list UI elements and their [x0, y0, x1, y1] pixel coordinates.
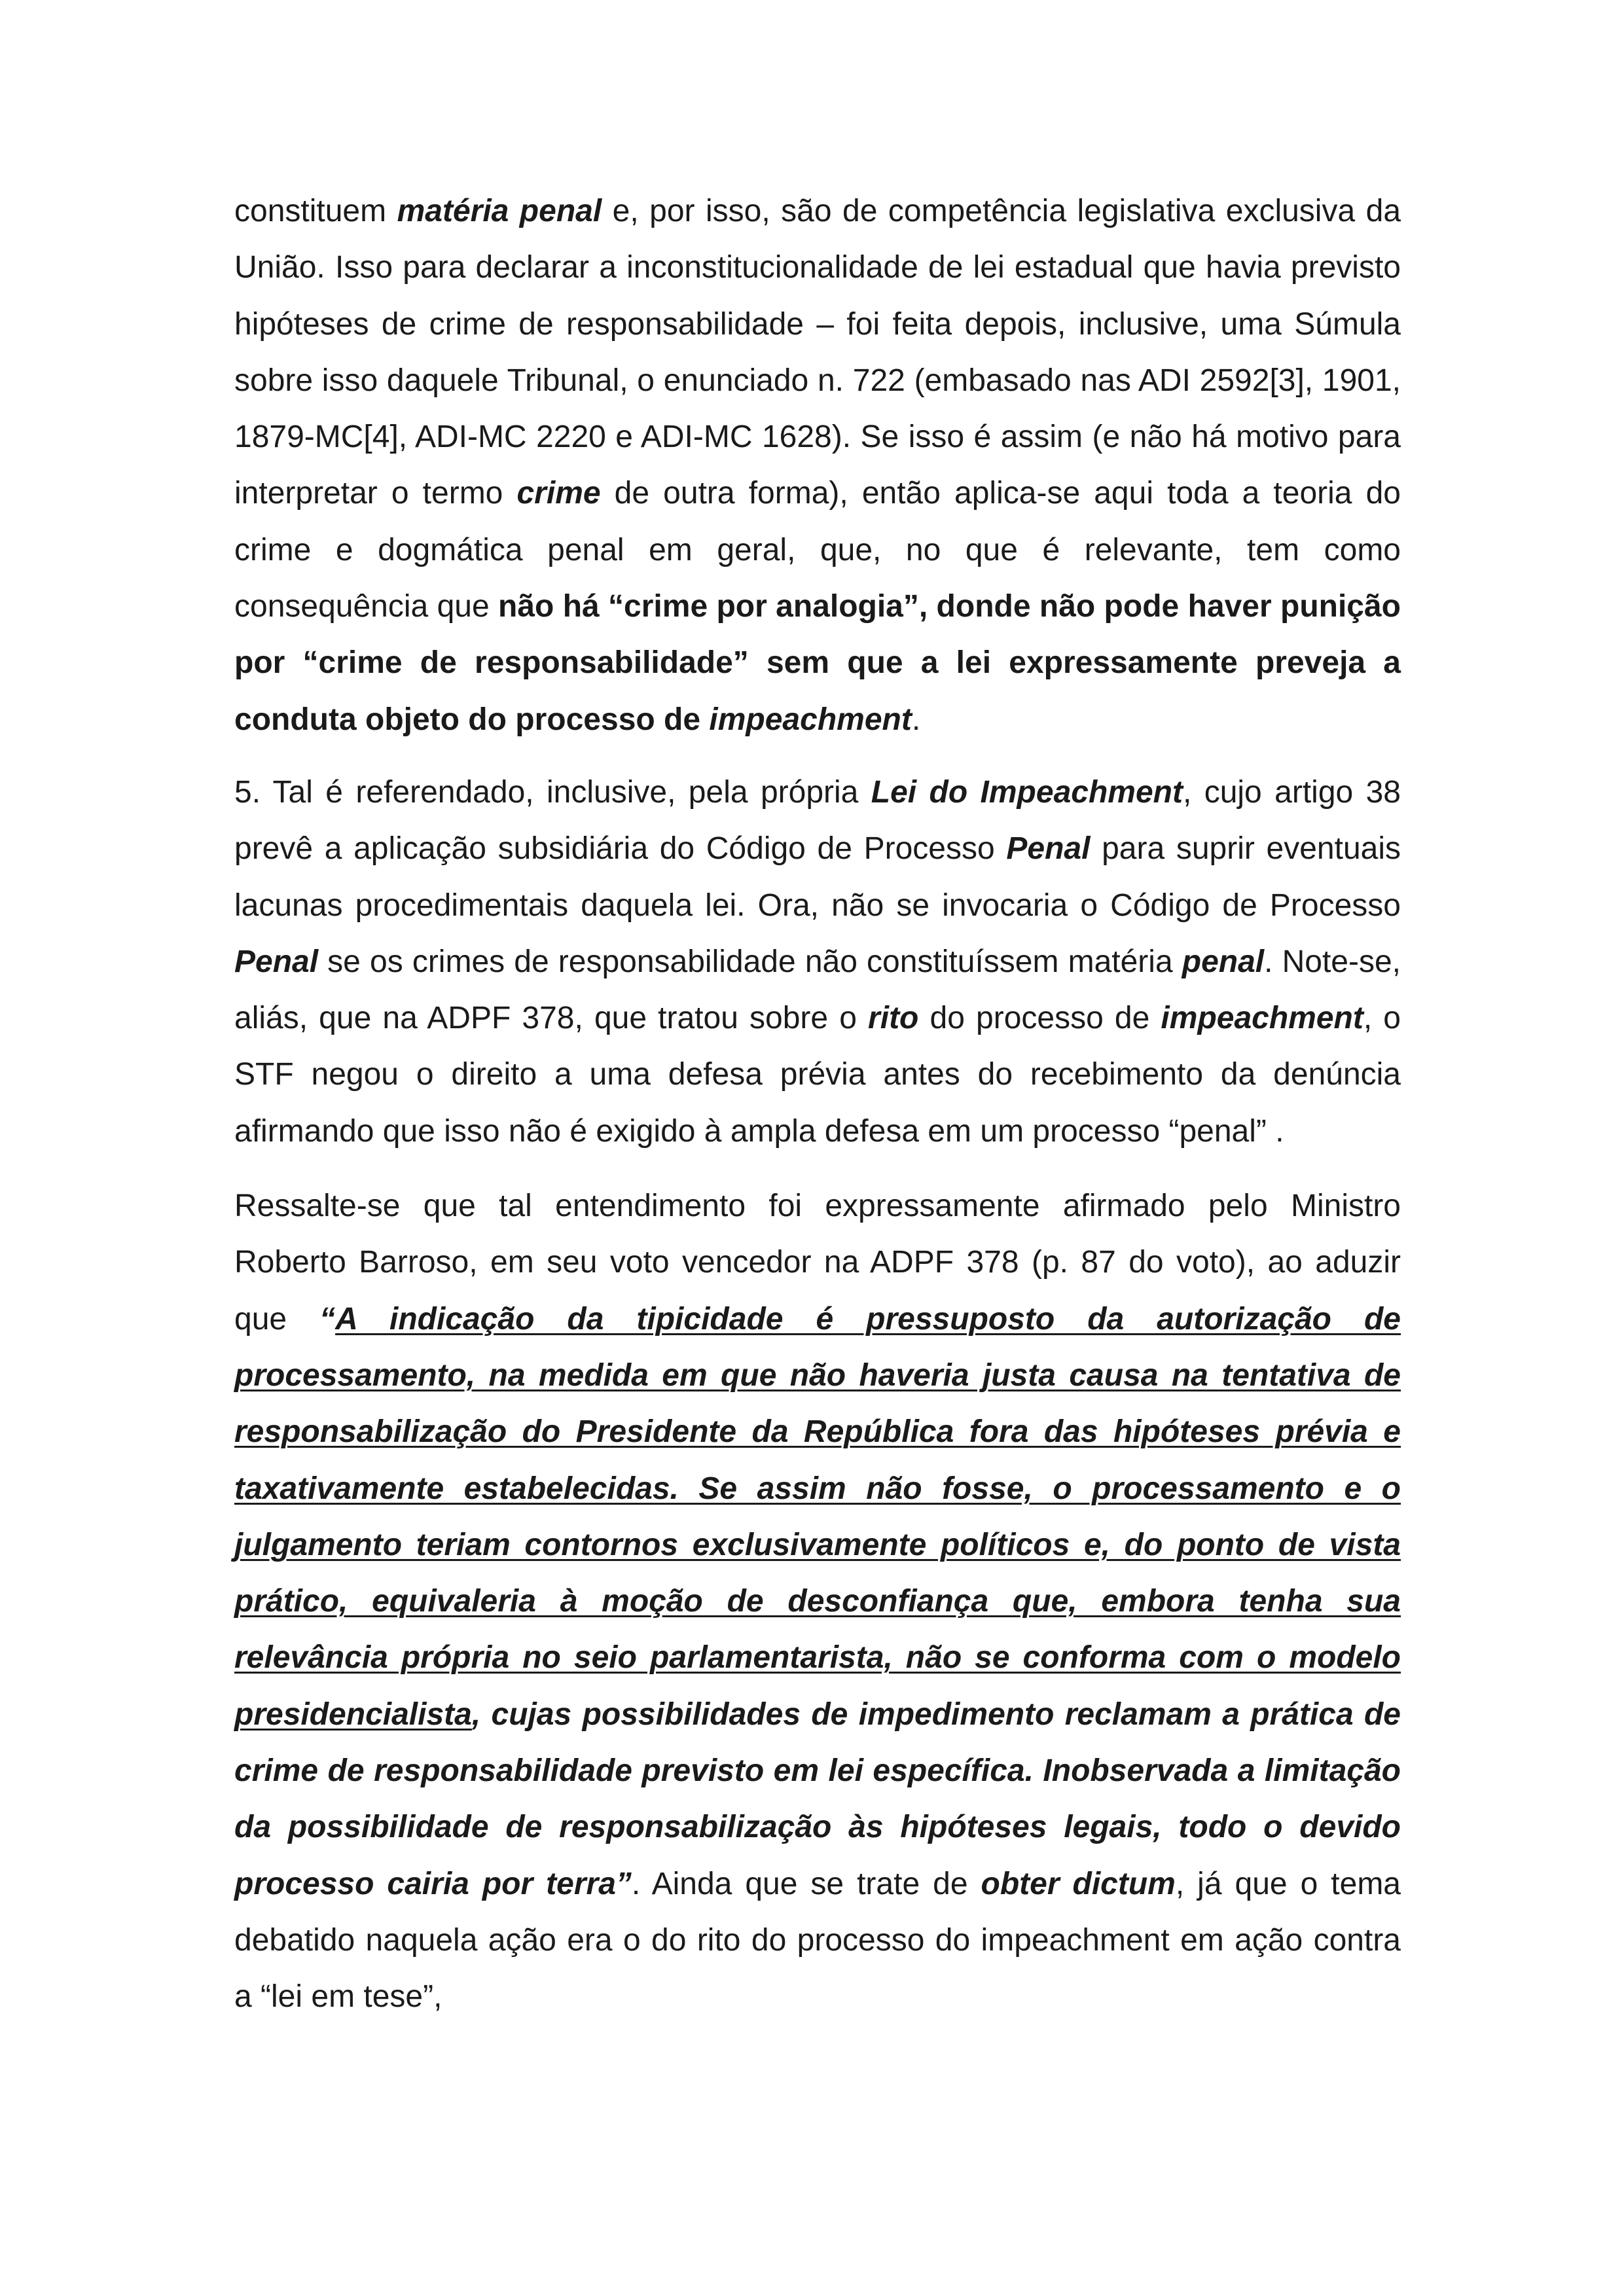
text-run: .	[911, 702, 921, 737]
text-run: , cujo artigo 38 prevê a aplicação subsidiária do Código de Processo	[234, 774, 1401, 867]
text-run: constituem	[234, 194, 397, 228]
text-run: de outra forma), então aplica-se aqui toda a teoria do crime e dogmática penal em geral, que, no que é relevante, tem como consequência que	[234, 476, 1401, 624]
text-run: Ressalte-se que tal entendimento foi expressamente afirmado pelo Ministro Roberto Barroso, em seu voto vencedor na ADPF 378 (p. 87 do voto), ao aduzir que	[234, 1189, 1401, 1336]
text-run: do processo de	[918, 1001, 1161, 1036]
paragraph-2	[234, 764, 1401, 1160]
text-run: Lei do Impeachment	[871, 774, 1183, 810]
text-run: não há “crime por analogia”, donde não pode haver punição por “crime de responsabilidade” sem que a lei expressamente preveja a conduta objeto do processo de	[234, 589, 1401, 737]
text-run: , o STF negou o direito a uma defesa prévia antes do recebimento da denúncia afirmando que isso não é exigido à ampla defesa em um processo “penal” .	[234, 1001, 1401, 1149]
text-run: rito	[868, 1001, 919, 1036]
text-run: Penal	[1006, 831, 1091, 867]
text-run: , cujas possibilidades de impedimento reclamam a prática de crime de responsabilidade previsto em lei específica. Inobservada a limitação da possibilidade de responsabilização às hipóteses legais, todo o devido processo cairia por terra”	[234, 1696, 1401, 1901]
text-run: penal	[1182, 944, 1265, 979]
text-run: . Note-se, aliás, que na ADPF 378, que tratou sobre o	[234, 944, 1401, 1036]
text-run: e, por isso, são de competência legislativa exclusiva da União. Isso para declarar a inconstitucionalidade de lei estadual que havia previsto hipóteses de crime de responsabilidade – foi feita depois, inclusive, uma Súmula sobre isso daquele Tribunal, o enunciado n. 722 (embasado nas ADI 2592[3], 1901, 1879-MC[4], ADI-MC 2220 e ADI-MC 1628). Se isso é assim (e não há motivo para interpretar o termo	[234, 194, 1401, 511]
paragraph-1	[234, 183, 1401, 748]
text-run: Penal	[234, 944, 319, 979]
text-run: matéria penal	[397, 194, 602, 228]
text-run: . Ainda que se trate de	[631, 1866, 981, 1901]
document-page	[234, 183, 1401, 2026]
text-run: se os crimes de responsabilidade não constituíssem matéria	[318, 944, 1182, 979]
text-run: “	[319, 1301, 336, 1336]
text-run: 5. Tal é referendado, inclusive, pela própria	[234, 774, 871, 810]
paragraph-3	[234, 1178, 1401, 2025]
text-run: crime	[516, 476, 601, 511]
text-run: A indicação da tipicidade é pressuposto da autorização de processamento, na medida em que não haveria justa causa na tentativa de responsabilização do Presidente da República fora das hipóteses prévia e taxativamente estabelecidas. Se assim não fosse, o processamento e o julgamento teriam contornos exclusivamente políticos e, do ponto de vista prático, equivaleria à moção de desconfiança que, embora tenha sua relevância própria no seio parlamentarista, não se conforma com o modelo presidencialista	[234, 1301, 1401, 1732]
text-run: impeachment	[709, 702, 912, 737]
text-run: obter dictum	[981, 1866, 1176, 1901]
text-run: para suprir eventuais lacunas procedimentais daquela lei. Ora, não se invocaria o Código de Processo	[234, 831, 1401, 923]
text-run: , já que o tema debatido naquela ação era o do rito do processo do impeachment em ação contra a “lei em tese”,	[234, 1866, 1401, 2015]
text-run: impeachment	[1161, 1001, 1363, 1036]
